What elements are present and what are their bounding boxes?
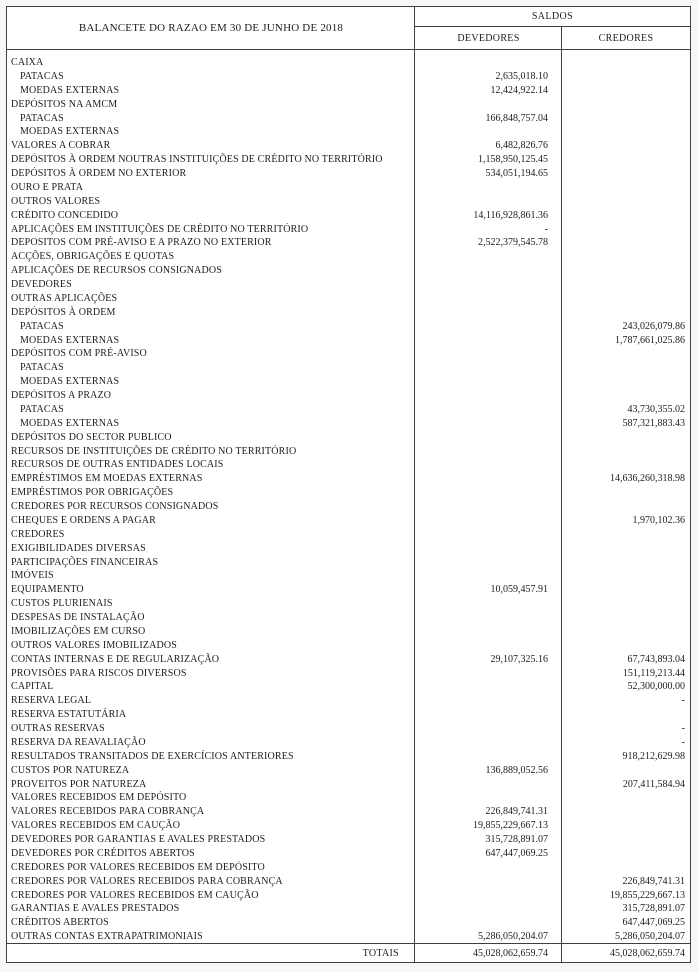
credores-value: 207,411,584.94 — [622, 778, 685, 790]
credores-value: 5,286,050,204.07 — [615, 931, 685, 943]
account-label: DEPÓSITOS COM PRÉ-AVISO — [11, 348, 147, 360]
table-row — [7, 278, 690, 292]
account-label: CREDORES — [11, 528, 65, 540]
table-row — [7, 347, 690, 361]
devedores-value: 647,447,069.25 — [485, 847, 548, 859]
table-row — [7, 875, 690, 889]
credores-value — [562, 236, 690, 250]
totals-label: TOTAIS — [362, 947, 399, 959]
account-label: CREDORES POR VALORES RECEBIDOS EM DEPÓSITO — [11, 861, 265, 873]
devedores-value: 2,522,379,545.78 — [478, 237, 548, 249]
credores-value — [562, 389, 690, 403]
account-label: OUTRAS APLICAÇÕES — [11, 292, 118, 304]
table-row — [7, 708, 690, 722]
devedores-value — [415, 250, 562, 264]
credores-value — [562, 264, 690, 278]
table-row — [7, 833, 690, 847]
devedores-value: 29,107,325.16 — [490, 653, 548, 665]
account-label: CAPITAL — [11, 681, 54, 693]
credores-value — [562, 250, 690, 264]
credores-value — [562, 819, 690, 833]
credores-value: 151,119,213.44 — [622, 667, 685, 679]
devedores-value — [415, 278, 562, 292]
credores-value: 19,855,229,667.13 — [610, 889, 685, 901]
devedores-value — [415, 195, 562, 209]
devedores-value: 315,728,891.07 — [485, 834, 548, 845]
table-row — [7, 486, 690, 500]
account-label: DEVEDORES POR CRÉDITOS ABERTOS — [11, 847, 195, 859]
credores-value: 226,849,741.31 — [622, 875, 685, 887]
devedores-value — [415, 320, 562, 334]
account-label: GARANTIAS E AVALES PRESTADOS — [11, 903, 180, 915]
table-row — [7, 445, 690, 459]
credores-value — [562, 167, 690, 181]
devedores-column-header: DEVEDORES — [457, 32, 520, 44]
account-label: DEPÓSITOS NA AMCM — [11, 98, 118, 110]
account-label: PATACAS — [20, 362, 64, 374]
credores-value: 918,212,629.98 — [622, 750, 685, 762]
table-row — [7, 70, 690, 84]
credores-value: 1,970,102.36 — [632, 514, 685, 526]
table-row — [7, 417, 690, 431]
account-label: DEPÓSITOS A PRAZO — [11, 390, 112, 401]
account-label: MOEDAS EXTERNAS — [20, 376, 120, 388]
table-row — [7, 195, 690, 209]
devedores-value — [415, 722, 562, 736]
devedores-value — [415, 389, 562, 403]
table-row — [7, 334, 690, 348]
totals-credores: 45,028,062,659.74 — [610, 947, 685, 959]
credores-value — [562, 98, 690, 112]
credores-value — [562, 375, 690, 389]
devedores-value: - — [544, 223, 548, 235]
credores-value — [562, 70, 690, 84]
devedores-value — [415, 680, 562, 694]
account-label: ACÇÕES, OBRIGAÇÕES E QUOTAS — [11, 251, 175, 263]
account-label: CREDORES POR RECURSOS CONSIGNADOS — [11, 501, 219, 512]
table-row — [7, 306, 690, 320]
table-row — [7, 653, 690, 667]
account-label: DEPÓSITOS À ORDEM — [11, 306, 116, 318]
totals-devedores: 45,028,062,659.74 — [473, 947, 548, 959]
account-label: OUTROS VALORES IMOBILIZADOS — [11, 639, 177, 651]
credores-value — [562, 583, 690, 597]
devedores-value — [415, 889, 562, 903]
table-row — [7, 847, 690, 861]
account-label: PARTICIPAÇÕES FINANCEIRAS — [11, 556, 159, 568]
table-row — [7, 556, 690, 570]
credores-value — [562, 486, 690, 500]
table-row — [7, 680, 690, 694]
account-label: MOEDAS EXTERNAS — [20, 84, 120, 96]
account-label: APLICAÇÕES EM INSTITUIÇÕES DE CRÉDITO NO TERRITÓRIO — [11, 223, 309, 235]
account-label: DEVEDORES POR GARANTIAS E AVALES PRESTADOS — [11, 834, 266, 845]
credores-column-header: CREDORES — [598, 32, 654, 44]
devedores-value: 136,889,052.56 — [485, 764, 548, 776]
table-row — [7, 320, 690, 334]
credores-value — [562, 84, 690, 98]
account-label: OUTROS VALORES — [11, 195, 101, 207]
credores-value: 67,743,893.04 — [627, 653, 685, 665]
table-row — [7, 916, 690, 930]
saldos-header: SALDOS — [415, 7, 690, 27]
devedores-value — [415, 556, 562, 570]
credores-value — [562, 306, 690, 320]
account-label: PROVEITOS POR NATUREZA — [11, 778, 147, 790]
credores-value — [562, 292, 690, 306]
devedores-value — [415, 264, 562, 278]
table-row — [7, 472, 690, 486]
devedores-value — [415, 667, 562, 681]
account-label: RECURSOS DE OUTRAS ENTIDADES LOCAIS — [11, 459, 224, 471]
account-label: PROVISÕES PARA RISCOS DIVERSOS — [11, 667, 187, 679]
account-label: EQUIPAMENTO — [11, 584, 84, 596]
credores-value: 587,321,883.43 — [622, 417, 685, 429]
devedores-value — [415, 514, 562, 528]
credores-value — [562, 431, 690, 445]
devedores-value — [415, 916, 562, 930]
account-label: PATACAS — [20, 403, 64, 415]
devedores-value: 12,424,922.14 — [490, 84, 548, 96]
table-row — [7, 98, 690, 112]
account-label: EMPRÉSTIMOS POR OBRIGAÇÕES — [11, 487, 174, 499]
table-row — [7, 292, 690, 306]
devedores-value — [415, 708, 562, 722]
devedores-value — [415, 750, 562, 764]
devedores-value: 166,848,757.04 — [485, 112, 548, 124]
account-label: IMOBILIZAÇÕES EM CURSO — [11, 625, 146, 637]
table-row — [7, 112, 690, 126]
table-row — [7, 139, 690, 153]
credores-value: - — [681, 695, 685, 707]
credores-value: 1,787,661,025.86 — [615, 334, 685, 346]
credores-value — [562, 500, 690, 514]
table-row — [7, 902, 690, 916]
table-row — [7, 764, 690, 778]
table-row — [7, 750, 690, 764]
devedores-value — [415, 639, 562, 653]
table-row — [7, 223, 690, 237]
devedores-value — [415, 181, 562, 195]
credores-value — [562, 847, 690, 861]
devedores-value — [415, 861, 562, 875]
account-label: DEVEDORES — [11, 279, 72, 290]
table-row — [7, 500, 690, 514]
devedores-value — [415, 569, 562, 583]
devedores-value — [415, 736, 562, 750]
table-row — [7, 819, 690, 833]
devedores-value — [415, 98, 562, 112]
credores-value: 43,730,355.02 — [627, 403, 685, 415]
credores-value — [562, 764, 690, 778]
credores-value: - — [681, 736, 685, 748]
table-row — [7, 125, 690, 139]
table-row — [7, 639, 690, 653]
table-row — [7, 514, 690, 528]
credores-value: 14,636,260,318.98 — [610, 473, 685, 485]
account-label: MOEDAS EXTERNAS — [20, 126, 120, 138]
table-row — [7, 167, 690, 181]
table-row — [7, 861, 690, 875]
credores-value — [562, 209, 690, 223]
credores-value — [562, 542, 690, 556]
devedores-value — [415, 431, 562, 445]
account-label: CREDORES POR VALORES RECEBIDOS EM CAUÇÃO — [11, 889, 259, 901]
credores-value — [562, 195, 690, 209]
table-row — [7, 389, 690, 403]
devedores-value — [415, 791, 562, 805]
credores-value — [562, 556, 690, 570]
table-row — [7, 431, 690, 445]
table-row — [7, 583, 690, 597]
credores-value — [562, 528, 690, 542]
column-separator-devedores-credores — [561, 26, 562, 962]
credores-value — [562, 458, 690, 472]
devedores-value — [415, 445, 562, 459]
credores-value: 647,447,069.25 — [622, 917, 685, 929]
account-label: MOEDAS EXTERNAS — [20, 417, 120, 429]
account-label: PATACAS — [20, 112, 64, 124]
balance-sheet-table — [6, 6, 691, 963]
table-row — [7, 889, 690, 903]
table-row — [7, 778, 690, 792]
account-label: RESERVA ESTATUTÁRIA — [11, 709, 127, 721]
account-label: DEPÓSITOS À ORDEM NOUTRAS INSTITUIÇÕES DE CRÉDITO NO TERRITÓRIO — [11, 154, 383, 166]
account-label: APLICAÇÕES DE RECURSOS CONSIGNADOS — [11, 265, 222, 277]
table-header — [7, 7, 690, 50]
report-title: BALANCETE DO RAZAO EM 30 DE JUNHO DE 2018 — [78, 22, 344, 34]
devedores-value: 19,855,229,667.13 — [473, 820, 548, 832]
table-row — [7, 667, 690, 681]
credores-value — [562, 861, 690, 875]
devedores-value — [415, 542, 562, 556]
account-label: CUSTOS POR NATUREZA — [11, 764, 130, 776]
totals-row — [7, 943, 690, 962]
account-label: VALORES RECEBIDOS PARA COBRANÇA — [11, 806, 205, 818]
column-headers — [415, 27, 690, 49]
table-row — [7, 625, 690, 639]
table-row — [7, 250, 690, 264]
table-row — [7, 694, 690, 708]
table-row — [7, 375, 690, 389]
credores-value — [562, 361, 690, 375]
account-label: RESERVA LEGAL — [11, 695, 92, 707]
table-row — [7, 236, 690, 250]
devedores-value — [415, 292, 562, 306]
table-row — [7, 791, 690, 805]
credores-value — [562, 181, 690, 195]
devedores-value — [415, 611, 562, 625]
devedores-value — [415, 458, 562, 472]
devedores-value: 1,158,950,125.45 — [478, 154, 548, 166]
credores-value — [562, 347, 690, 361]
table-row — [7, 528, 690, 542]
devedores-value: 534,051,194.65 — [485, 168, 548, 179]
devedores-value — [415, 597, 562, 611]
credores-value — [562, 597, 690, 611]
table-row — [7, 153, 690, 167]
devedores-value — [415, 306, 562, 320]
devedores-value — [415, 694, 562, 708]
table-row — [7, 458, 690, 472]
devedores-value — [415, 625, 562, 639]
saldos-header-group — [415, 7, 690, 49]
account-rows — [7, 50, 690, 943]
table-row — [7, 805, 690, 819]
table-row — [7, 361, 690, 375]
account-label: OUTRAS RESERVAS — [11, 723, 105, 734]
credores-value: 243,026,079.86 — [622, 320, 685, 332]
credores-value — [562, 56, 690, 70]
account-label: CUSTOS PLURIENAIS — [11, 598, 113, 610]
devedores-value — [415, 472, 562, 486]
account-label: MOEDAS EXTERNAS — [20, 334, 120, 346]
credores-value: 52,300,000.00 — [627, 681, 685, 693]
account-label: RESERVA DA REAVALIAÇÃO — [11, 736, 146, 748]
column-separator-labels-devedores — [414, 7, 415, 962]
devedores-value — [415, 347, 562, 361]
account-label: DESPESAS DE INSTALAÇÃO — [11, 612, 145, 623]
account-label: EXIGIBILIDADES DIVERSAS — [11, 542, 146, 554]
credores-value: 315,728,891.07 — [622, 903, 685, 915]
table-row — [7, 56, 690, 70]
devedores-value — [415, 375, 562, 389]
table-row — [7, 264, 690, 278]
credores-value — [562, 278, 690, 292]
credores-value — [562, 223, 690, 237]
devedores-value — [415, 902, 562, 916]
account-label: VALORES A COBRAR — [11, 140, 111, 152]
table-row — [7, 569, 690, 583]
account-label: CONTAS INTERNAS E DE REGULARIZAÇÃO — [11, 653, 220, 665]
account-label: CRÉDITOS ABERTOS — [11, 917, 109, 929]
account-label: CRÉDITO CONCEDIDO — [11, 209, 119, 221]
credores-value — [562, 833, 690, 847]
credores-value — [562, 125, 690, 139]
account-label: OUTRAS CONTAS EXTRAPATRIMONIAIS — [11, 931, 203, 943]
table-row — [7, 181, 690, 195]
devedores-value: 5,286,050,204.07 — [478, 931, 548, 943]
devedores-value — [415, 361, 562, 375]
table-row — [7, 930, 690, 943]
table-row — [7, 722, 690, 736]
account-label: DEPÓSITOS À ORDEM NO EXTERIOR — [11, 168, 187, 179]
devedores-value — [415, 528, 562, 542]
account-label: DEPOSITOS COM PRÉ-AVISO E A PRAZO NO EXTERIOR — [11, 237, 272, 249]
account-label: CAIXA — [11, 57, 44, 68]
account-label: CHEQUES E ORDENS A PAGAR — [11, 514, 156, 526]
account-label: OURO E PRATA — [11, 181, 84, 193]
account-label: RECURSOS DE INSTITUIÇÕES DE CRÉDITO NO TERRITÓRIO — [11, 445, 297, 457]
credores-value — [562, 625, 690, 639]
devedores-value — [415, 778, 562, 792]
devedores-value: 6,482,826.76 — [495, 140, 548, 152]
credores-value — [562, 639, 690, 653]
devedores-value — [415, 334, 562, 348]
devedores-value — [415, 125, 562, 139]
table-row — [7, 611, 690, 625]
credores-value — [562, 112, 690, 126]
account-label: PATACAS — [20, 70, 64, 82]
account-label: RESULTADOS TRANSITADOS DE EXERCÍCIOS ANTERIORES — [11, 750, 294, 762]
devedores-value: 14,116,928,861.36 — [473, 209, 548, 221]
table-row — [7, 736, 690, 750]
credores-value — [562, 791, 690, 805]
table-row — [7, 403, 690, 417]
account-label: VALORES RECEBIDOS EM DEPÓSITO — [11, 792, 187, 804]
credores-value — [562, 153, 690, 167]
credores-value — [562, 611, 690, 625]
devedores-value — [415, 403, 562, 417]
devedores-value — [415, 875, 562, 889]
credores-value — [562, 805, 690, 819]
table-row — [7, 597, 690, 611]
credores-value — [562, 139, 690, 153]
table-row — [7, 209, 690, 223]
table-row — [7, 542, 690, 556]
account-label: CREDORES POR VALORES RECEBIDOS PARA COBRANÇA — [11, 875, 283, 887]
devedores-value — [415, 56, 562, 70]
credores-value — [562, 708, 690, 722]
devedores-value — [415, 500, 562, 514]
devedores-value — [415, 486, 562, 500]
credores-value — [562, 569, 690, 583]
account-label: VALORES RECEBIDOS EM CAUÇÃO — [11, 820, 181, 832]
account-label: EMPRÉSTIMOS EM MOEDAS EXTERNAS — [11, 473, 203, 485]
devedores-value: 226,849,741.31 — [485, 806, 548, 818]
account-label: DEPÓSITOS DO SECTOR PUBLICO — [11, 431, 172, 443]
devedores-value: 10,059,457.91 — [490, 584, 548, 596]
devedores-value — [415, 417, 562, 431]
account-label: PATACAS — [20, 320, 64, 332]
devedores-value: 2,635,018.10 — [495, 70, 548, 82]
credores-value — [562, 445, 690, 459]
account-label: IMÓVEIS — [11, 570, 54, 582]
credores-value: - — [681, 723, 685, 734]
table-row — [7, 84, 690, 98]
